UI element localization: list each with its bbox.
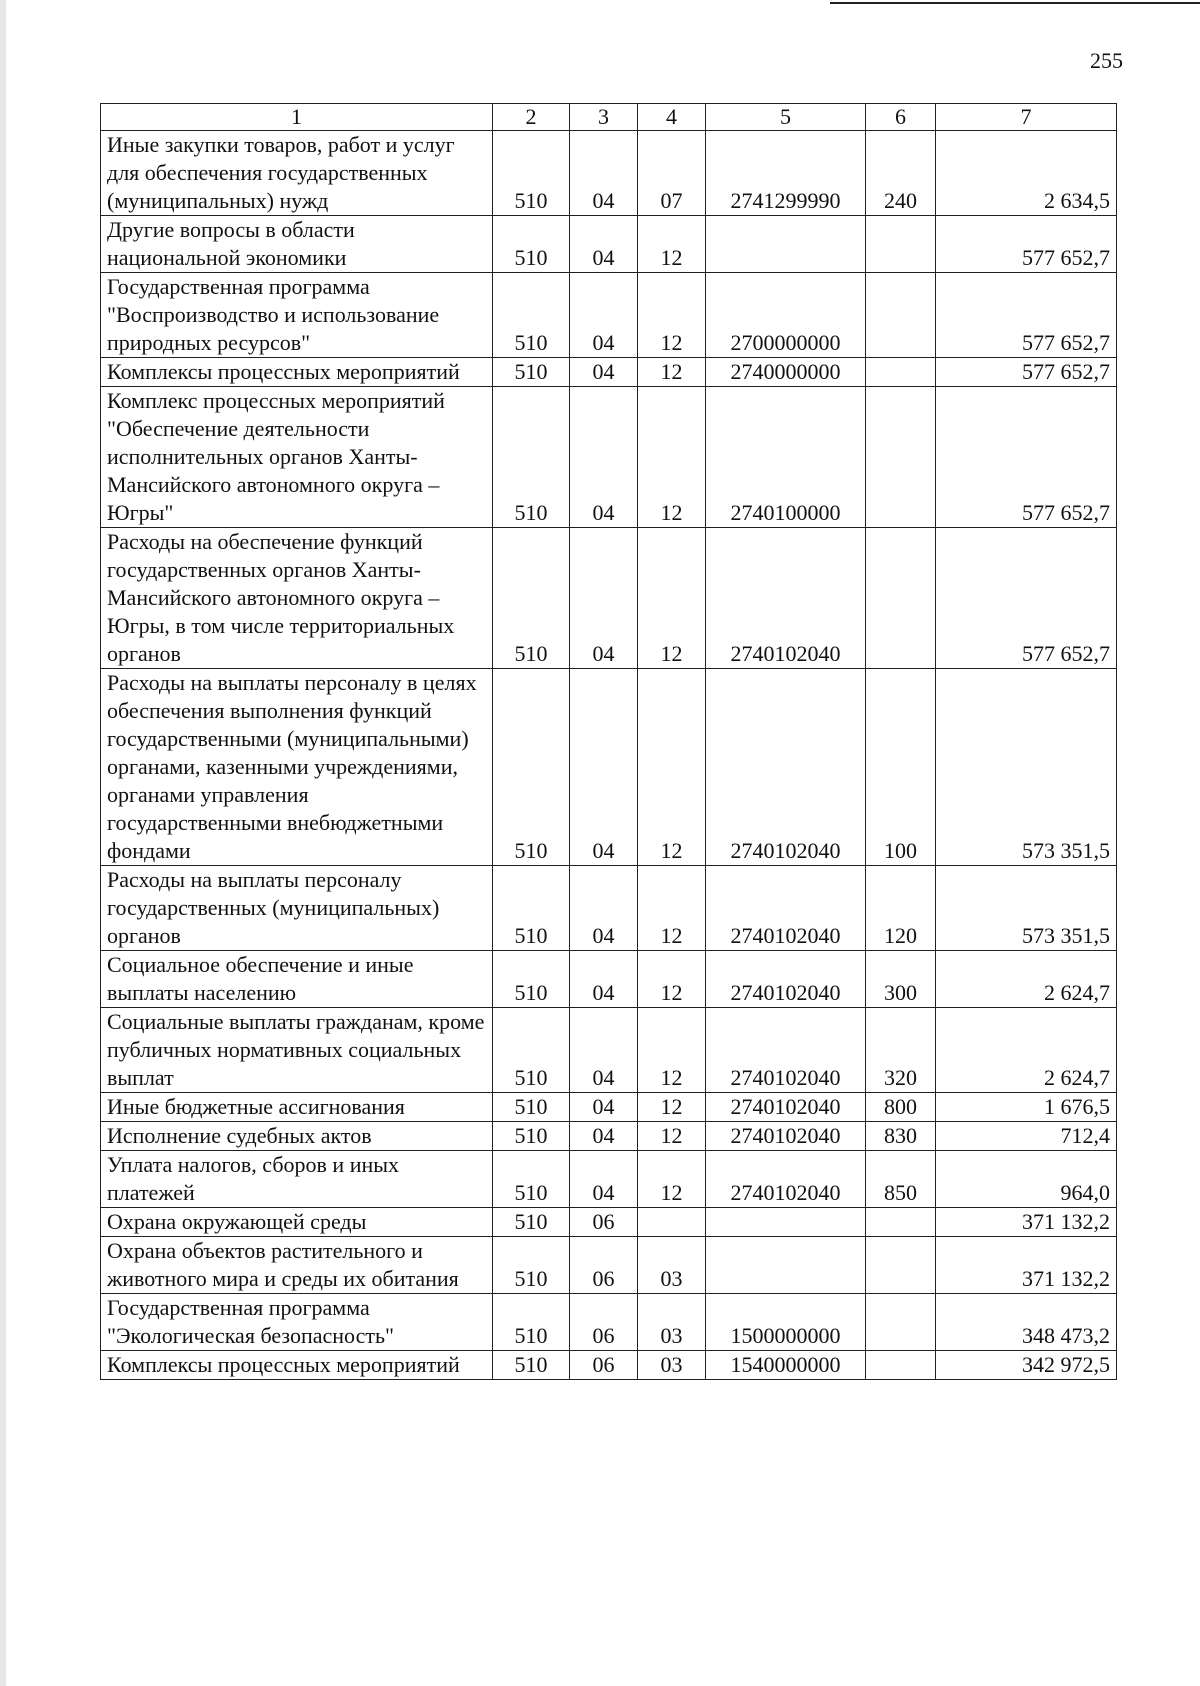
col3-cell: 04 bbox=[570, 669, 638, 866]
col2-cell: 510 bbox=[493, 216, 570, 273]
header-cell: 6 bbox=[866, 104, 936, 131]
amount-cell: 577 652,7 bbox=[936, 216, 1117, 273]
col2-cell: 510 bbox=[493, 358, 570, 387]
code-cell: 2740102040 bbox=[706, 1093, 866, 1122]
code-cell: 1500000000 bbox=[706, 1294, 866, 1351]
type-cell: 850 bbox=[866, 1151, 936, 1208]
col4-cell: 12 bbox=[638, 528, 706, 669]
code-cell: 2740102040 bbox=[706, 866, 866, 951]
col3-cell: 04 bbox=[570, 951, 638, 1008]
row-name-cell: Комплексы процессных мероприятий bbox=[101, 358, 493, 387]
col2-cell: 510 bbox=[493, 131, 570, 216]
type-cell: 830 bbox=[866, 1122, 936, 1151]
amount-cell: 577 652,7 bbox=[936, 528, 1117, 669]
row-name-cell: Иные бюджетные ассигнования bbox=[101, 1093, 493, 1122]
table-row bbox=[101, 866, 1117, 951]
code-cell: 1540000000 bbox=[706, 1351, 866, 1380]
header-cell: 4 bbox=[638, 104, 706, 131]
type-cell: 240 bbox=[866, 131, 936, 216]
type-cell bbox=[866, 273, 936, 358]
type-cell bbox=[866, 528, 936, 669]
col3-cell: 04 bbox=[570, 866, 638, 951]
col4-cell: 12 bbox=[638, 358, 706, 387]
col2-cell: 510 bbox=[493, 387, 570, 528]
type-cell bbox=[866, 358, 936, 387]
code-cell bbox=[706, 1237, 866, 1294]
col2-cell: 510 bbox=[493, 1237, 570, 1294]
col4-cell: 12 bbox=[638, 1093, 706, 1122]
col4-cell: 12 bbox=[638, 216, 706, 273]
row-name-cell: Охрана окружающей среды bbox=[101, 1208, 493, 1237]
col3-cell: 06 bbox=[570, 1294, 638, 1351]
header-cell: 5 bbox=[706, 104, 866, 131]
type-cell: 800 bbox=[866, 1093, 936, 1122]
table-row bbox=[101, 1093, 1117, 1122]
code-cell: 2741299990 bbox=[706, 131, 866, 216]
amount-cell: 371 132,2 bbox=[936, 1208, 1117, 1237]
col2-cell: 510 bbox=[493, 1122, 570, 1151]
col2-cell: 510 bbox=[493, 951, 570, 1008]
table-row bbox=[101, 528, 1117, 669]
col4-cell: 03 bbox=[638, 1237, 706, 1294]
table-row bbox=[101, 951, 1117, 1008]
col2-cell: 510 bbox=[493, 1351, 570, 1380]
table-row bbox=[101, 1122, 1117, 1151]
row-name-cell: Расходы на выплаты персоналу в целях обеспечения выполнения функций государственными (муниципальными) органами, казенными учреждениями, органами управления государственными внебюджетными фондами bbox=[101, 669, 493, 866]
scan-edge bbox=[0, 0, 6, 1686]
col4-cell: 12 bbox=[638, 951, 706, 1008]
header-cell: 1 bbox=[101, 104, 493, 131]
type-cell bbox=[866, 1294, 936, 1351]
col3-cell: 04 bbox=[570, 216, 638, 273]
col4-cell bbox=[638, 1208, 706, 1237]
table-row bbox=[101, 1151, 1117, 1208]
col4-cell: 12 bbox=[638, 273, 706, 358]
row-name-cell: Социальное обеспечение и иные выплаты населению bbox=[101, 951, 493, 1008]
table-row bbox=[101, 1351, 1117, 1380]
table-row bbox=[101, 358, 1117, 387]
row-name-cell: Расходы на обеспечение функций государственных органов Ханты-Мансийского автономного округа – Югры, в том числе территориальных органов bbox=[101, 528, 493, 669]
col2-cell: 510 bbox=[493, 866, 570, 951]
code-cell bbox=[706, 1208, 866, 1237]
top-rule bbox=[830, 2, 1200, 4]
table-row bbox=[101, 1008, 1117, 1093]
col3-cell: 06 bbox=[570, 1351, 638, 1380]
col2-cell: 510 bbox=[493, 273, 570, 358]
row-name-cell: Иные закупки товаров, работ и услуг для обеспечения государственных (муниципальных) нужд bbox=[101, 131, 493, 216]
amount-cell: 577 652,7 bbox=[936, 273, 1117, 358]
col4-cell: 12 bbox=[638, 669, 706, 866]
col3-cell: 06 bbox=[570, 1208, 638, 1237]
col2-cell: 510 bbox=[493, 669, 570, 866]
col4-cell: 03 bbox=[638, 1351, 706, 1380]
amount-cell: 2 634,5 bbox=[936, 131, 1117, 216]
amount-cell: 573 351,5 bbox=[936, 669, 1117, 866]
table-row bbox=[101, 273, 1117, 358]
row-name-cell: Уплата налогов, сборов и иных платежей bbox=[101, 1151, 493, 1208]
col4-cell: 03 bbox=[638, 1294, 706, 1351]
row-name-cell: Исполнение судебных актов bbox=[101, 1122, 493, 1151]
row-name-cell: Другие вопросы в области национальной экономики bbox=[101, 216, 493, 273]
type-cell bbox=[866, 1351, 936, 1380]
page-number: 255 bbox=[1090, 48, 1123, 73]
header-cell: 3 bbox=[570, 104, 638, 131]
col2-cell: 510 bbox=[493, 528, 570, 669]
code-cell: 2740102040 bbox=[706, 528, 866, 669]
code-cell: 2740102040 bbox=[706, 1122, 866, 1151]
col3-cell: 04 bbox=[570, 387, 638, 528]
code-cell: 2740102040 bbox=[706, 1151, 866, 1208]
table-header-row bbox=[101, 104, 1117, 131]
col2-cell: 510 bbox=[493, 1008, 570, 1093]
col2-cell: 510 bbox=[493, 1151, 570, 1208]
amount-cell: 577 652,7 bbox=[936, 358, 1117, 387]
type-cell bbox=[866, 1237, 936, 1294]
col4-cell: 12 bbox=[638, 387, 706, 528]
code-cell: 2700000000 bbox=[706, 273, 866, 358]
type-cell: 320 bbox=[866, 1008, 936, 1093]
header-cell: 7 bbox=[936, 104, 1117, 131]
amount-cell: 573 351,5 bbox=[936, 866, 1117, 951]
col4-cell: 12 bbox=[638, 1122, 706, 1151]
row-name-cell: Государственная программа "Экологическая безопасность" bbox=[101, 1294, 493, 1351]
col4-cell: 12 bbox=[638, 1151, 706, 1208]
table-row bbox=[101, 387, 1117, 528]
table-row bbox=[101, 1294, 1117, 1351]
row-name-cell: Государственная программа "Воспроизводство и использование природных ресурсов" bbox=[101, 273, 493, 358]
amount-cell: 964,0 bbox=[936, 1151, 1117, 1208]
col2-cell: 510 bbox=[493, 1294, 570, 1351]
code-cell bbox=[706, 216, 866, 273]
amount-cell: 1 676,5 bbox=[936, 1093, 1117, 1122]
amount-cell: 712,4 bbox=[936, 1122, 1117, 1151]
amount-cell: 348 473,2 bbox=[936, 1294, 1117, 1351]
table-body bbox=[101, 104, 1117, 1380]
row-name-cell: Комплексы процессных мероприятий bbox=[101, 1351, 493, 1380]
table-row bbox=[101, 131, 1117, 216]
col3-cell: 04 bbox=[570, 131, 638, 216]
col3-cell: 04 bbox=[570, 1122, 638, 1151]
amount-cell: 2 624,7 bbox=[936, 1008, 1117, 1093]
code-cell: 2740102040 bbox=[706, 669, 866, 866]
col3-cell: 04 bbox=[570, 1008, 638, 1093]
row-name-cell: Социальные выплаты гражданам, кроме публичных нормативных социальных выплат bbox=[101, 1008, 493, 1093]
col2-cell: 510 bbox=[493, 1208, 570, 1237]
table-row bbox=[101, 669, 1117, 866]
table-row bbox=[101, 1237, 1117, 1294]
type-cell bbox=[866, 387, 936, 528]
col3-cell: 04 bbox=[570, 358, 638, 387]
col3-cell: 04 bbox=[570, 1093, 638, 1122]
code-cell: 2740100000 bbox=[706, 387, 866, 528]
col4-cell: 12 bbox=[638, 866, 706, 951]
col3-cell: 06 bbox=[570, 1237, 638, 1294]
col3-cell: 04 bbox=[570, 273, 638, 358]
col4-cell: 12 bbox=[638, 1008, 706, 1093]
table-row bbox=[101, 216, 1117, 273]
type-cell bbox=[866, 216, 936, 273]
table-row bbox=[101, 1208, 1117, 1237]
type-cell: 300 bbox=[866, 951, 936, 1008]
header-cell: 2 bbox=[493, 104, 570, 131]
row-name-cell: Расходы на выплаты персоналу государственных (муниципальных) органов bbox=[101, 866, 493, 951]
row-name-cell: Охрана объектов растительного и животного мира и среды их обитания bbox=[101, 1237, 493, 1294]
amount-cell: 2 624,7 bbox=[936, 951, 1117, 1008]
col3-cell: 04 bbox=[570, 528, 638, 669]
type-cell: 100 bbox=[866, 669, 936, 866]
col3-cell: 04 bbox=[570, 1151, 638, 1208]
code-cell: 2740102040 bbox=[706, 1008, 866, 1093]
row-name-cell: Комплекс процессных мероприятий "Обеспечение деятельности исполнительных органов Ханты-Мансийского автономного округа – Югры" bbox=[101, 387, 493, 528]
code-cell: 2740102040 bbox=[706, 951, 866, 1008]
col4-cell: 07 bbox=[638, 131, 706, 216]
amount-cell: 342 972,5 bbox=[936, 1351, 1117, 1380]
col2-cell: 510 bbox=[493, 1093, 570, 1122]
budget-table bbox=[100, 103, 1117, 1380]
code-cell: 2740000000 bbox=[706, 358, 866, 387]
type-cell: 120 bbox=[866, 866, 936, 951]
amount-cell: 577 652,7 bbox=[936, 387, 1117, 528]
amount-cell: 371 132,2 bbox=[936, 1237, 1117, 1294]
type-cell bbox=[866, 1208, 936, 1237]
